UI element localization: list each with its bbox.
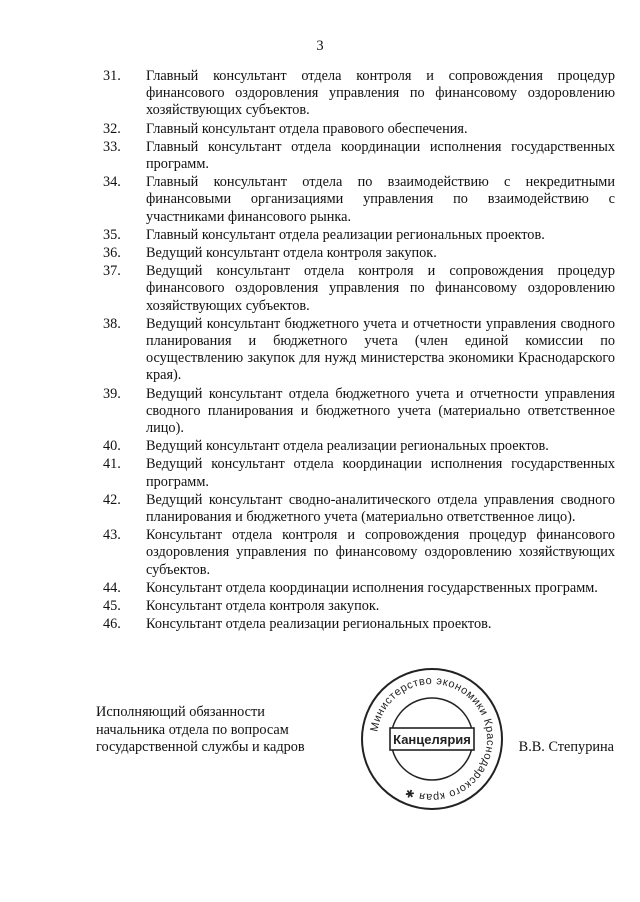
list-item-number: 35. <box>103 226 121 243</box>
list-item <box>103 527 615 579</box>
list-item-number: 44. <box>103 579 121 596</box>
list-item-text: Ведущий консультант отдела реализации региональных проектов. <box>146 438 549 455</box>
list-item-text: Ведущий консультант отдела координации исполнения государственных программ. <box>146 456 615 490</box>
stamp-ring-text: Министерство экономики Краснодарского края ✱ <box>368 674 497 804</box>
signer-title-line-2: начальника отдела по вопросам <box>96 721 289 738</box>
list-item-number: 37. <box>103 263 121 280</box>
list-item-number: 32. <box>103 120 121 137</box>
list-item-text: Главный консультант отдела контроля и сопровождения процедур финансового оздоровления управления по финансовому оздоровлению хозяйствующих субъектов. <box>146 68 615 119</box>
list-item <box>103 227 615 244</box>
list-item <box>103 492 615 526</box>
signer-name: В.В. Степурина <box>518 739 614 755</box>
list-item-text: Консультант отдела реализации региональных проектов. <box>146 616 492 633</box>
list-item <box>103 245 615 262</box>
list-item-text: Главный консультант отдела по взаимодействию с некредитными финансовыми организациями управления по взаимодействию с участниками финансового рынка. <box>146 174 615 225</box>
list-item-number: 34. <box>103 174 121 191</box>
signer-title-line-1: Исполняющий обязанности <box>96 704 265 720</box>
list-item-number: 36. <box>103 245 121 262</box>
list-item-number: 46. <box>103 616 121 633</box>
list-item-text: Консультант отдела координации исполнения государственных программ. <box>146 579 598 596</box>
list-item-text: Главный консультант отдела реализации региональных проектов. <box>146 226 545 243</box>
list-item-number: 45. <box>103 598 121 615</box>
list-item-text: Консультант отдела контроля и сопровождения процедур финансового оздоровления управления по финансовому оздоровлению хозяйствующих субъектов. <box>146 527 615 578</box>
office-stamp <box>357 664 507 814</box>
signer-title-line-3: государственной службы и кадров <box>96 739 305 755</box>
page-number: 3 <box>316 38 324 54</box>
list-item <box>103 316 615 385</box>
list-item <box>103 386 615 438</box>
list-item-number: 42. <box>103 491 121 508</box>
list-item-number: 43. <box>103 527 121 544</box>
list-item <box>103 598 615 615</box>
list-item <box>103 580 615 597</box>
list-item <box>103 263 615 315</box>
list-item <box>103 616 615 633</box>
list-item-text: Ведущий консультант отдела контроля и сопровождения процедур финансового оздоровления управления по финансовому оздоровлению хозяйствующих субъектов. <box>146 263 615 314</box>
list-item-text: Ведущий консультант бюджетного учета и отчетности управления сводного планирования и бюджетного учета (член единой комиссии по осуществлению закупок для нужд министерства экономики Краснодарского края). <box>146 315 615 384</box>
list-item-number: 31. <box>103 68 121 84</box>
list-item <box>103 174 615 226</box>
list-item-number: 33. <box>103 138 121 155</box>
signature-block <box>96 704 396 757</box>
list-item-text: Главный консультант отдела правового обеспечения. <box>146 120 468 137</box>
stamp-center-text: Канцелярия <box>393 732 471 747</box>
list-item-number: 38. <box>103 315 121 332</box>
list-item <box>103 68 615 120</box>
list-item <box>103 139 615 173</box>
list-item-text: Ведущий консультант отдела бюджетного учета и отчетности управления сводного планирования и бюджетного учета (материально ответственное лицо). <box>146 385 615 437</box>
list-item-text: Ведущий консультант отдела контроля закупок. <box>146 245 437 262</box>
list-item-text: Консультант отдела контроля закупок. <box>146 598 380 615</box>
list-item-number: 41. <box>103 456 121 473</box>
list-item-number: 39. <box>103 385 121 402</box>
position-list <box>103 68 615 635</box>
list-item <box>103 438 615 455</box>
list-item <box>103 121 615 138</box>
list-item-text: Главный консультант отдела координации исполнения государственных программ. <box>146 138 615 173</box>
list-item-text: Ведущий консультант сводно-аналитического отдела управления сводного планирования и бюджетного учета (материально ответственное лицо). <box>146 491 615 526</box>
list-item-number: 40. <box>103 438 121 455</box>
list-item <box>103 456 615 490</box>
